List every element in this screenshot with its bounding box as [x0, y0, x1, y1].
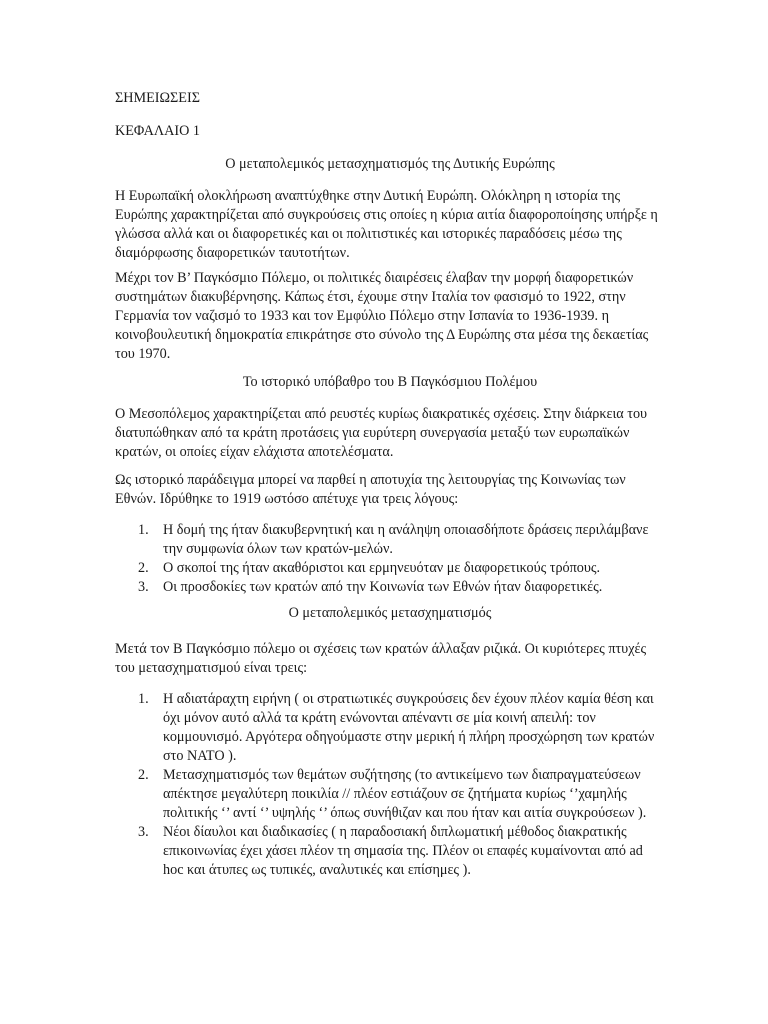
list-item-number: 2.: [138, 767, 149, 783]
list-item-text: Ο σκοποί της ήταν ακαθόριστοι και ερμηνευόταν με διαφορετικούς τρόπους.: [163, 560, 601, 576]
transformation-aspects-list: [115, 690, 665, 880]
list-item: [115, 521, 665, 559]
chapter-heading: ΚΕΦΑΛΑΙΟ 1: [115, 123, 200, 139]
paragraph-league-of-nations: Ως ιστορικό παράδειγμα μπορεί να παρθεί η αποτυχία της λειτουργίας της Κοινωνίας των Εθνών. Ιδρύθηκε το 1919 ωστόσο απέτυχε για τρεις λόγους:: [115, 472, 626, 507]
list-item-text: Μετασχηματισμός των θεμάτων συζήτησης (το αντικείμενο των διαπραγματεύσεων απέκτησε μεγαλύτερη ποικιλία // πλέον εστιάζουν σε ζητήματα κυρίως ‘’χαμηλής πολιτικής ‘’ αντί ‘’ υψηλής ‘’ όπως συνήθιζαν και που ήταν και αιτία συγκρούσεων ).: [163, 767, 647, 821]
list-item-text: Οι προσδοκίες των κρατών από την Κοινωνία των Εθνών ήταν διαφορετικές.: [163, 579, 603, 595]
section-title-postwar-transformation-western-europe: Ο μεταπολεμικός μετασχηματισμός της Δυτικής Ευρώπης: [225, 156, 555, 172]
list-item-number: 3.: [138, 824, 149, 840]
list-item-text: Νέοι δίαυλοι και διαδικασίες ( η παραδοσιακή διπλωματική μέθοδος διακρατικής επικοινωνίας έχει χάσει πλέον τη σημασία της. Πλέον οι επαφές κυμαίνονται από ad hoc και άτυπες ως τυπικές, αναλυτικές και επίσημες ).: [163, 824, 643, 878]
league-failure-reasons-list: [115, 521, 665, 597]
list-item-number: 1.: [138, 522, 149, 538]
notes-heading: ΣΗΜΕΙΩΣΕΙΣ: [115, 90, 200, 106]
list-item: [115, 578, 665, 597]
section-title-postwar-transformation: Ο μεταπολεμικός μετασχηματισμός: [288, 605, 492, 621]
list-item-text: Η αδιατάραχτη ειρήνη ( οι στρατιωτικές συγκρούσεις δεν έχουν πλέον καμία θέση και όχι μόνον αυτό αλλά τα κράτη ενώνονται απέναντι σε μία κοινή απειλή: τον κομμουνισμό. Αργότερα οδηγούμαστε στην μερική ή πλήρη προσχώρηση των κρατών στο ΝΑΤΟ ).: [163, 691, 655, 764]
list-item-text: Η δομή της ήταν διακυβερνητική και η ανάληψη οποιασδήποτε δράσεις περιλάμβανε την συμφωνία όλων των κρατών-μελών.: [163, 522, 649, 557]
list-item-number: 2.: [138, 560, 149, 576]
paragraph-interwar-period: Ο Μεσοπόλεμος χαρακτηρίζεται από ρευστές κυρίως διακρατικές σχέσεις. Στην διάρκεια του διατυπώθηκαν από τα κράτη προτάσεις για ευρύτερη συνεργασία μεταξύ των ευρωπαϊκών κρατών, οι οποίες είχαν ελάχιστα αποτελέσματα.: [115, 406, 648, 460]
paragraph-postwar-relations: Μετά τον Β Παγκόσμιο πόλεμο οι σχέσεις των κρατών άλλαξαν ριζικά. Οι κυριότερες πτυχές του μετασχηματισμού είναι τρεις:: [115, 641, 647, 676]
list-item: [115, 823, 665, 880]
paragraph-political-divisions: Μέχρι τον Β’ Παγκόσμιο Πόλεμο, οι πολιτικές διαιρέσεις έλαβαν την μορφή διαφορετικών συστημάτων διακυβέρνησης. Κάπως έτσι, έχουμε στην Ιταλία τον φασισμό το 1922, στην Γερμανία τον ναζισμό το 1933 και τον Εμφύλιο Πόλεμο στην Ισπανία το 1936-1939. η κοινοβουλευτική δημοκρατία επικράτησε στο σύνολο της Δ Ευρώπης στα μέσα της δεκαετίας του 1970.: [115, 270, 649, 362]
paragraph-european-integration: Η Ευρωπαϊκή ολοκλήρωση αναπτύχθηκε στην Δυτική Ευρώπη. Ολόκληρη η ιστορία της Ευρώπης χαρακτηρίζεται από συγκρούσεις στις οποίες η κύρια αιτία διαφοροποίησης υπήρξε η γλώσσα αλλά και οι διαφορετικές και οι πολιτιστικές και ιστορικές παραδόσεις μέσω της διαμόρφωσης διαφορετικών ταυτοτήτων.: [115, 188, 658, 261]
list-item: [115, 559, 665, 578]
list-item-number: 3.: [138, 579, 149, 595]
list-item-number: 1.: [138, 691, 149, 707]
section-title-historical-background: Το ιστορικό υπόβαθρο του Β Παγκόσμιου Πολέμου: [242, 374, 538, 390]
list-item: [115, 766, 665, 823]
list-item: [115, 690, 665, 766]
